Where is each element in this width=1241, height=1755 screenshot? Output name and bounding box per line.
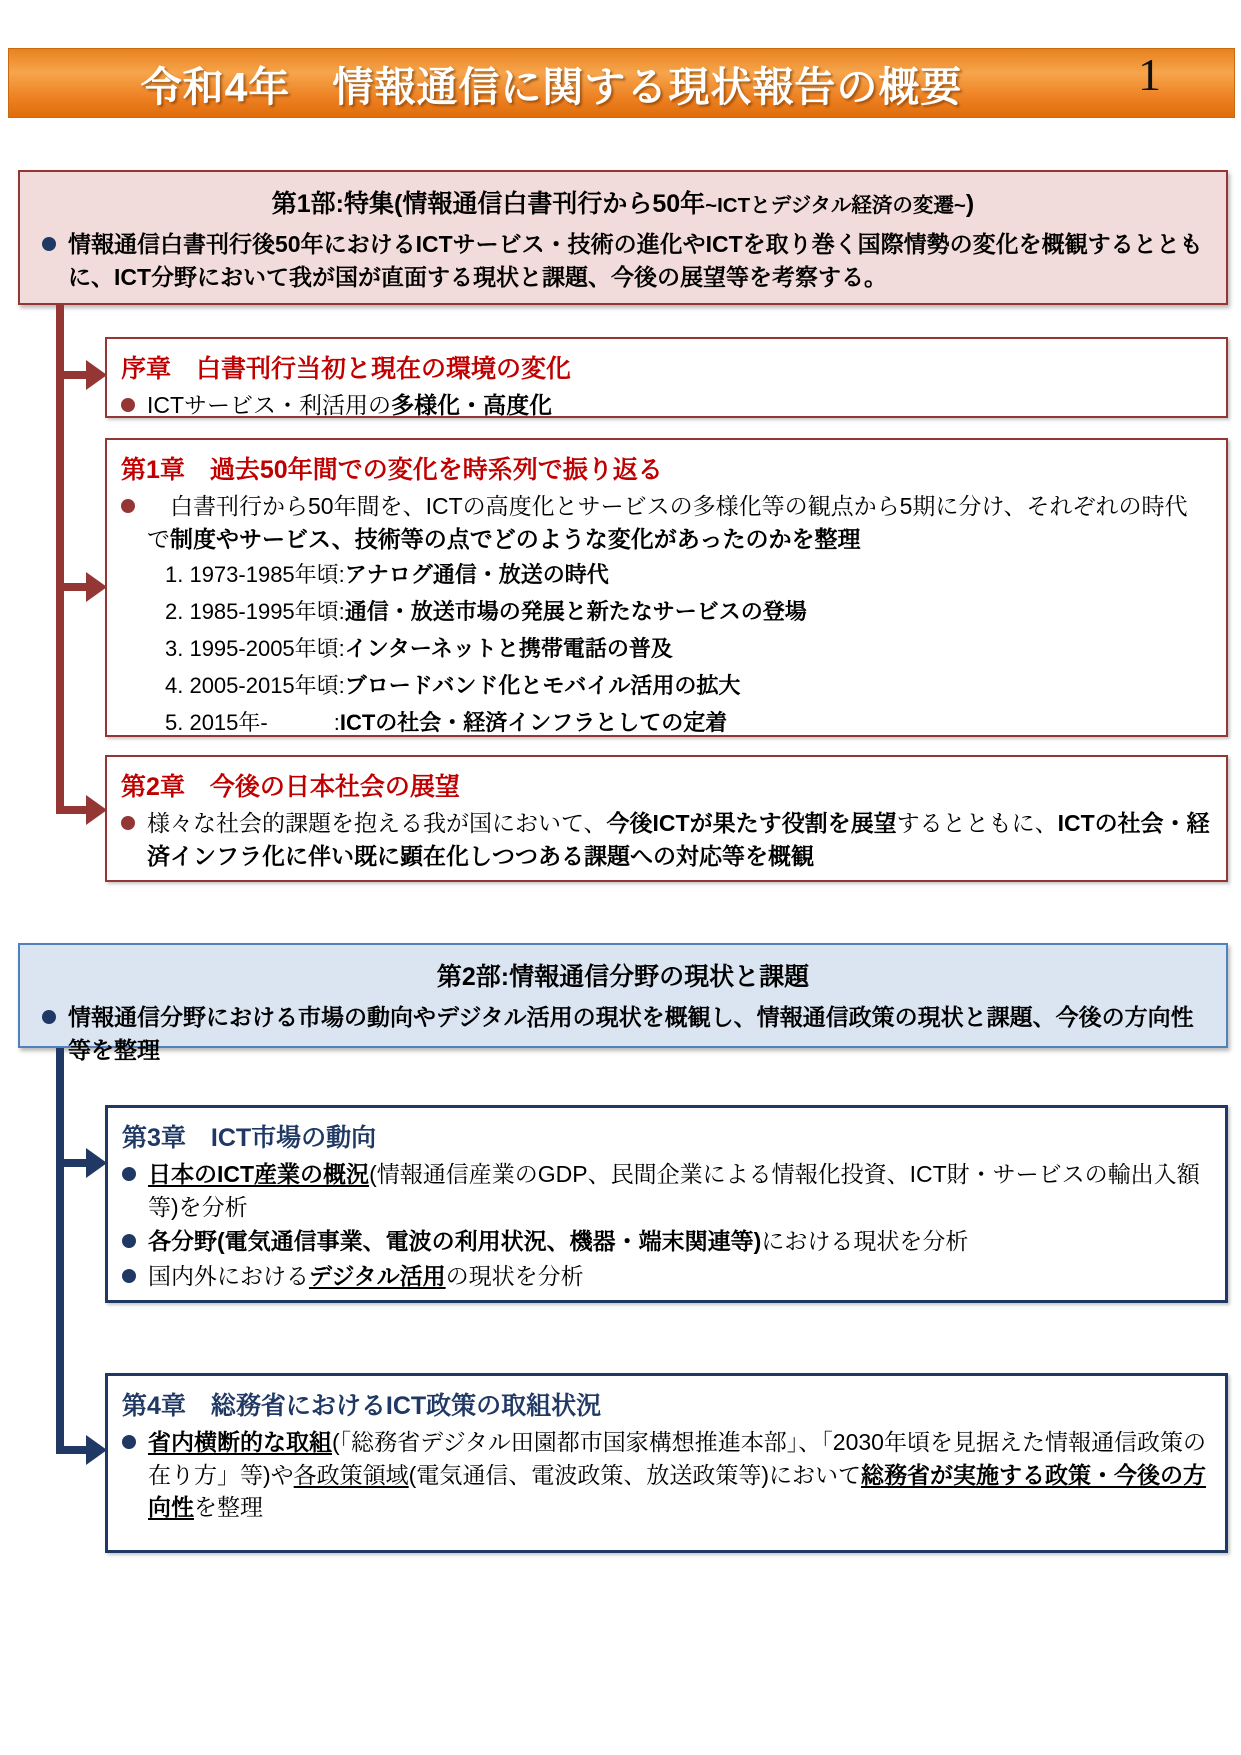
part1-connector-line (56, 305, 64, 814)
era-list (165, 557, 1210, 742)
part2-summary-text: 情報通信分野における市場の動向やデジタル活用の現状を概観し、情報通信政策の現状と課題、今後の方向性等を整理 (68, 1004, 1194, 1063)
page-number: 1 (1138, 49, 1161, 100)
bullet-icon (122, 1435, 136, 1449)
chapter4-box (105, 1373, 1228, 1553)
arrow-to-ch2-icon (86, 795, 107, 825)
era-item-1: 1. 1973-1985年頃:アナログ通信・放送の時代 (165, 562, 609, 588)
bullet-icon (121, 816, 135, 830)
chapter3-bullet-1: 日本のICT産業の概況(情報通信産業のGDP、民間企業による情報化投資、ICT財・サービスの輸出入額等)を分析 (148, 1161, 1200, 1220)
bullet-icon (122, 1234, 136, 1248)
arrow-to-intro-line (62, 371, 88, 379)
bullet-row (121, 490, 1210, 555)
chapter2-title: 第2章 今後の日本社会の展望 (121, 773, 460, 801)
era-item-2: 2. 1985-1995年頃:通信・放送市場の発展と新たなサービスの登場 (165, 599, 807, 625)
arrow-to-ch1-icon (86, 572, 107, 602)
bullet-row (121, 389, 1210, 422)
page-title: 令和4年 情報通信に関する現状報告の概要 (140, 63, 963, 110)
chapter1-bullet: 白書刊行から50年間を、ICTの高度化とサービスの多様化等の観点から5期に分け、それぞれの時代で制度やサービス、技術等の点でどのような変化があったのかを整理 (147, 493, 1188, 552)
arrow-to-ch2-line (56, 806, 88, 814)
part1-title: 第1部:特集(情報通信白書刊行から50年~ICTとデジタル経済の変遷~) (271, 190, 975, 218)
bullet-row (122, 1426, 1209, 1524)
chapter-intro-title: 序章 白書刊行当初と現在の環境の変化 (121, 355, 572, 383)
chapter2-bullet: 様々な社会的課題を抱える我が国において、今後ICTが果たす役割を展望するとともに、ICTの社会・経済インフラ化に伴い既に顕在化しつつある課題への対応等を概観 (147, 810, 1210, 869)
bullet-icon (122, 1167, 136, 1181)
part2-title: 第2部:情報通信分野の現状と課題 (436, 963, 810, 991)
bullet-row (121, 807, 1210, 872)
bullet-icon (122, 1269, 136, 1283)
slide-header (8, 48, 1235, 118)
chapter3-bullet-3: 国内外におけるデジタル活用の現状を分析 (148, 1262, 584, 1289)
bullet-icon (42, 1010, 56, 1024)
arrow-to-intro-icon (86, 360, 107, 390)
part2-summary-row (42, 1001, 1204, 1066)
arrow-to-ch4-icon (86, 1435, 107, 1465)
era-item-5: 5. 2015年- :ICTの社会・経済インフラとしての定着 (165, 710, 728, 736)
arrow-to-ch4-line (56, 1446, 88, 1454)
bullet-icon (121, 398, 135, 412)
arrow-to-ch1-line (62, 583, 88, 591)
chapter-intro-bullet: ICTサービス・利活用の多様化・高度化 (147, 392, 553, 418)
part1-box (18, 170, 1228, 305)
chapter3-bullet-2: 各分野(電気通信事業、電波の利用状況、機器・端末関連等)における現状を分析 (148, 1228, 969, 1255)
arrow-to-ch3-line (62, 1159, 88, 1167)
chapter3-box (105, 1105, 1228, 1303)
bullet-row (122, 1225, 1209, 1258)
part2-box (18, 943, 1228, 1063)
bullet-row (122, 1260, 1209, 1293)
part1-summary-text: 情報通信白書刊行後50年におけるICTサービス・技術の進化やICTを取り巻く国際情勢の変化を概観するとともに、ICT分野において我が国が直面する現状と課題、今後の展望等を考察する。 (68, 231, 1203, 290)
part2-connector-line (56, 1048, 64, 1454)
chapter3-title: 第3章 ICT市場の動向 (122, 1124, 377, 1152)
arrow-to-ch3-icon (86, 1148, 107, 1178)
era-item-4: 4. 2005-2015年頃:ブロードバンド化とモバイル活用の拡大 (165, 673, 741, 699)
era-item-3: 3. 1995-2005年頃:インターネットと携帯電話の普及 (165, 636, 673, 662)
bullet-row (122, 1158, 1209, 1223)
part1-summary-row (42, 228, 1204, 293)
chapter4-bullet: 省内横断的な取組(「総務省デジタル田園都市国家構想推進本部」、「2030年頃を見据えた情報通信政策の在り方」等)や各政策領域(電気通信、電波政策、放送政策等)において総務省が実施する政策・今後の方向性を整理 (148, 1429, 1206, 1521)
bullet-icon (121, 499, 135, 513)
chapter-intro-box (105, 337, 1228, 418)
chapter1-title: 第1章 過去50年間での変化を時系列で振り返る (121, 456, 663, 484)
bullet-icon (42, 237, 56, 251)
chapter2-box (105, 755, 1228, 882)
chapter4-title: 第4章 総務省におけるICT政策の取組状況 (122, 1392, 602, 1420)
chapter1-box (105, 438, 1228, 737)
